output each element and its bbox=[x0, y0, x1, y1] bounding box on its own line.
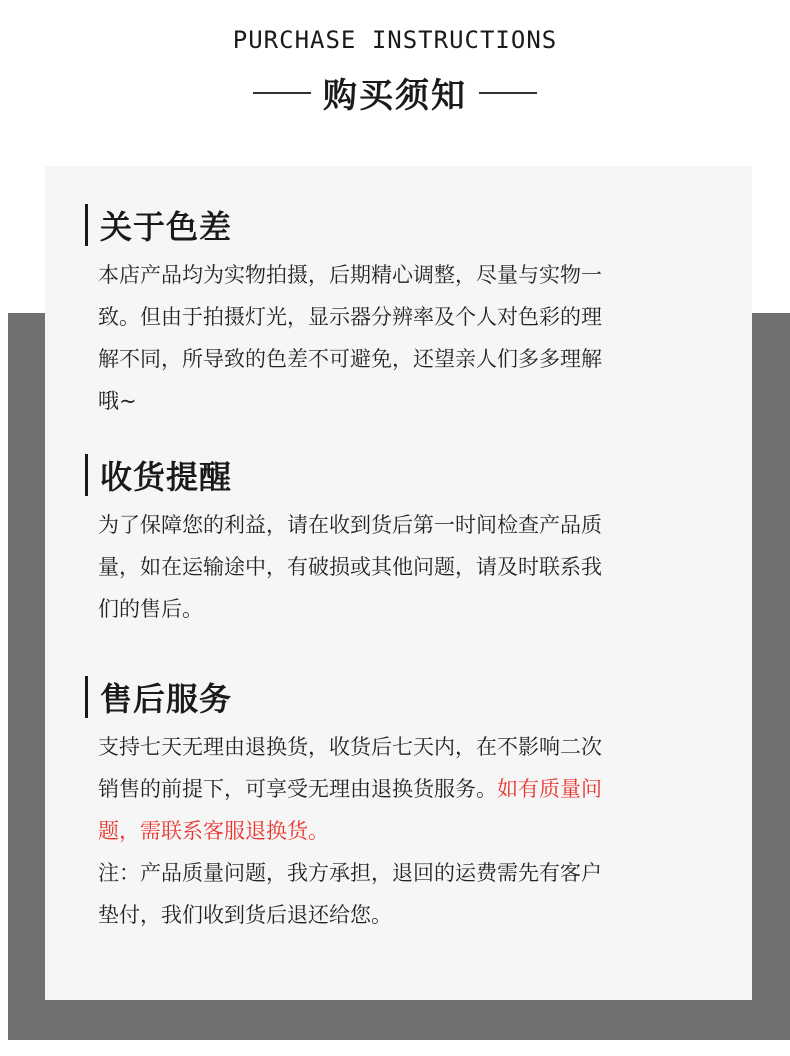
paragraph-line: 为了保障您的利益，请在收到货后第一时间检查产品质 bbox=[98, 513, 602, 537]
note-line: 注：产品质量问题，我方承担，退回的运费需先有客户 bbox=[98, 861, 602, 885]
section-color-difference bbox=[85, 204, 705, 422]
title-accent-bar bbox=[85, 454, 88, 496]
note-line: 垫付，我们收到货后退还给您。 bbox=[98, 903, 392, 927]
paragraph-line: 支持七天无理由退换货，收货后七天内，在不影响二次 bbox=[98, 735, 602, 759]
paragraph-line: 本店产品均为实物拍摄，后期精心调整，尽量与实物一 bbox=[98, 263, 602, 287]
title-accent-bar bbox=[85, 204, 88, 246]
header-title-row bbox=[0, 68, 790, 117]
highlight-text: 如有质量问 bbox=[497, 777, 602, 801]
header-title-cn: 购买须知 bbox=[323, 76, 467, 116]
section-after-sales bbox=[85, 676, 705, 936]
paragraph-line: 哦~ bbox=[98, 389, 137, 413]
section-title-row bbox=[85, 204, 705, 246]
header-title-en: PURCHASE INSTRUCTIONS bbox=[232, 26, 558, 54]
section-title-row bbox=[85, 454, 705, 496]
section-title: 收货提醒 bbox=[100, 458, 233, 496]
paragraph-line: 们的售后。 bbox=[98, 597, 203, 621]
paragraph-line: 致。但由于拍摄灯光，显示器分辨率及个人对色彩的理 bbox=[98, 305, 602, 329]
paragraph-line: 量，如在运输途中，有破损或其他问题，请及时联系我 bbox=[98, 555, 602, 579]
section-delivery-reminder bbox=[85, 454, 705, 630]
section-title-row bbox=[85, 676, 705, 718]
section-title: 售后服务 bbox=[100, 680, 233, 718]
header-right-divider bbox=[479, 92, 537, 94]
section-title: 关于色差 bbox=[100, 208, 233, 246]
header-left-divider bbox=[253, 92, 311, 94]
highlight-line: 题，需联系客服退换货。 bbox=[98, 819, 329, 843]
paragraph-line bbox=[85, 768, 705, 810]
paragraph-line: 解不同，所导致的色差不可避免，还望亲人们多多理解 bbox=[98, 347, 602, 371]
title-accent-bar bbox=[85, 676, 88, 718]
paragraph-text: 销售的前提下，可享受无理由退换货服务。 bbox=[98, 777, 497, 801]
instructions-card bbox=[45, 166, 752, 1000]
